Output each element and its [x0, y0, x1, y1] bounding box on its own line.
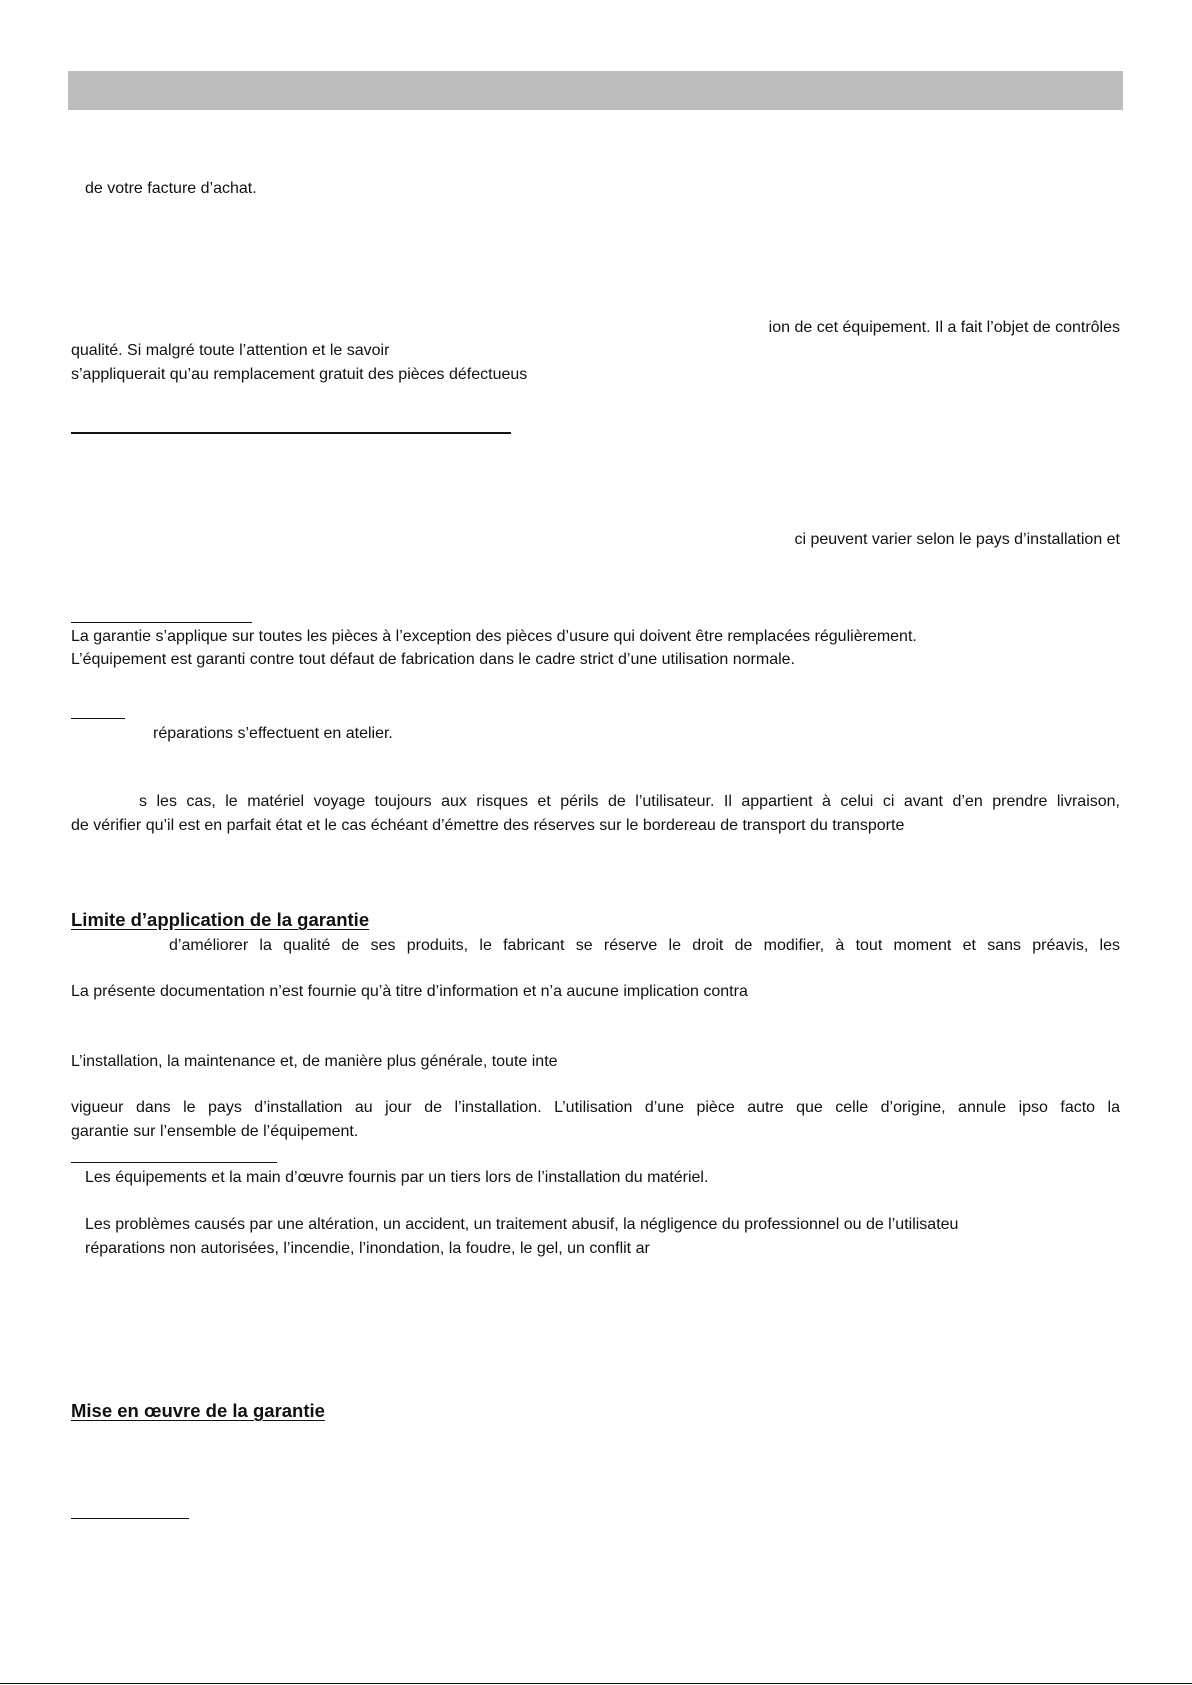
subsection-rule — [71, 1162, 277, 1163]
exclusion-text-2-line-2: réparations non autorisées, l’incendie, l’inondation, la foudre, le gel, un conflit ar — [85, 1240, 650, 1257]
subsection-rule — [71, 1518, 189, 1519]
installation-text: L’installation, la maintenance et, de manière plus générale, toute inte — [71, 1053, 558, 1070]
repairs-text: réparations s’effectuent en atelier. — [153, 725, 393, 742]
quality-text-line-1: ion de cet équipement. Il a fait l’objet de contrôles — [768, 319, 1120, 336]
exclusion-text-1: Les équipements et la main d’œuvre fournis par un tiers lors de l’installation du matériel. — [85, 1169, 709, 1186]
section-heading-implementation: Mise en œuvre de la garantie — [71, 1400, 325, 1421]
vigueur-text-line-2: garantie sur l’ensemble de l’équipement. — [71, 1123, 359, 1140]
coverage-text-line-2: L’équipement est garanti contre tout défaut de fabrication dans le cadre strict d’une utilisation normale. — [71, 651, 795, 668]
section-heading-limits: Limite d’application de la garantie — [71, 909, 370, 930]
vigueur-text-line-1: vigueur dans le pays d’installation au jour de l’installation. L’utilisation d’une pièce autre que celle d’origine, annule ipso facto la — [71, 1099, 1120, 1116]
transport-text-line-2: de vérifier qu’il est en parfait état et le cas échéant d’émettre des réserves sur le bordereau de transport du transporte — [71, 817, 905, 834]
limits-text-line-1: d’améliorer la qualité de ses produits, le fabricant se réserve le droit de modifier, à tout moment et sans préavis, les — [169, 937, 1120, 954]
invoice-text: de votre facture d’achat. — [85, 180, 257, 197]
quality-text-line-2: qualité. Si malgré toute l’attention et le savoir — [71, 342, 390, 359]
coverage-text-line-1: La garantie s’applique sur toutes les pièces à l’exception des pièces d’usure qui doivent être remplacées régulièrement. — [71, 628, 917, 645]
exclusion-text-2-line-1: Les problèmes causés par une altération, un accident, un traitement abusif, la négligence du professionnel ou de l’utilisateu — [85, 1216, 959, 1233]
country-text: ci peuvent varier selon le pays d’installation et — [794, 531, 1120, 548]
header-bar — [68, 71, 1123, 110]
transport-text-line-1: s les cas, le matériel voyage toujours aux risques et périls de l’utilisateur. Il appartient à celui ci avant d’en prendre livraison, — [139, 793, 1120, 810]
subsection-rule — [71, 622, 252, 623]
subsection-rule — [71, 718, 125, 719]
section-rule — [71, 432, 511, 434]
quality-text-line-3: s’appliquerait qu’au remplacement gratuit des pièces défectueus — [71, 366, 528, 383]
documentation-text: La présente documentation n’est fournie qu’à titre d’information et n’a aucune implication contra — [71, 983, 748, 1000]
page-bottom-rule — [0, 1683, 1192, 1684]
